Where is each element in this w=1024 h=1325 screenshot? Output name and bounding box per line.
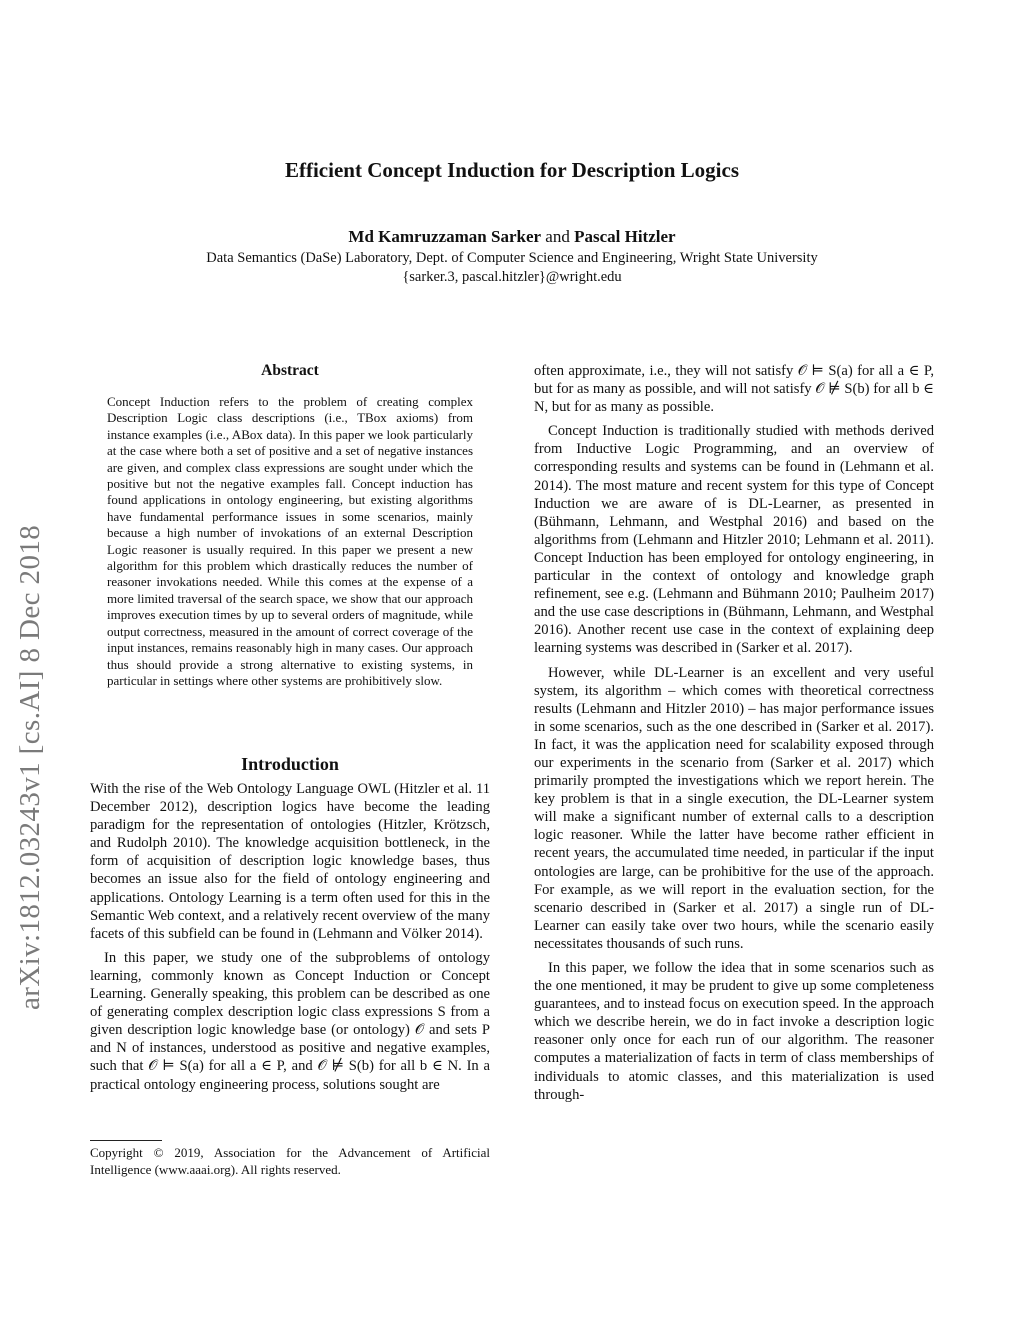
intro-paragraph-2: In this paper, we study one of the subproblems of ontology learning, commonly known as Concept Induction or Concept Learning. Generally speaking, this problem can be described as one of generating complex description logic class expressions S from a given description logic knowledge base (or ontology) 𝒪 and sets P and N of instances, understood as positive and negative examples, such that 𝒪 ⊨ S(a) for all a ∈ P, and 𝒪 ⊭ S(b) for all b ∈ N. In a practical ontology engineering process, solutions sought are [90, 949, 490, 1093]
copyright-footnote: Copyright © 2019, Association for the Advancement of Artificial Intelligence (www.aaai.org). All rights reserved. [90, 1145, 490, 1177]
intro-paragraph-5: In this paper, we follow the idea that in some scenarios such as the one mentioned, it may be prudent to give up some completeness guarantees, and to instead focus on execution speed. In the approach which we describe herein, we do in fact invoke a description logic reasoner only once for each run of our algorithm. The reasoner computes a materialization of facts in term of class memberships of individuals to atomic classes, and this materialization is used through- [534, 960, 934, 1103]
paper-title: Efficient Concept Induction for Description Logics [284, 158, 739, 182]
intro-paragraph-4: However, while DL-Learner is an excellent and very useful system, its algorithm – which comes with theoretical correctness results (Lehmann and Hitzler 2010) – has major performance issues in some scenarios, such as the one described in (Sarker et al. 2017). In fact, it was the application need for scalability exposed through our experiments in the scenario from (Sarker et al. 2017) which primarily prompted the investigations which we report herein. The key problem is that in a single execution, the DL-Learner system will make a significant number of external calls to a description logic reasoner. While the latter have become rather efficient in recent years, the accumulated time needed, in particular if the input ontologies are large, can be prohibitive for the use of the approach. For example, as we will report in the evaluation section, for the scenario described in (Sarker et al. 2017) a single run of DL-Learner can easily take over two hours, while the scenario easily necessitates thousands of such runs. [534, 664, 934, 952]
author-sarker: Md Kamruzzaman Sarker [348, 227, 542, 246]
intro-paragraph-1: With the rise of the Web Ontology Language OWL (Hitzler et al. 11 December 2012), description logics have become the leading paradigm for the representation of ontologies (Hitzler, Krötzsch, and Rudolph 2010). The knowledge acquisition bottleneck, in the form of acquisition of description logic knowledge bases, thus becomes an issue also for the field of ontology engineering and applications. Ontology Learning is a term often used for this in the Semantic Web context, and a relatively recent overview of the many facets of this subfield can be found in (Lehmann and Völker 2014). [90, 781, 490, 942]
author-line [0, 227, 1024, 247]
abstract-heading: Abstract [261, 362, 319, 379]
left-column-body [90, 780, 490, 1094]
abstract-text: Concept Induction refers to the problem of creating complex Description Logic class descriptions (i.e., TBox axioms) from instance examples (i.e., ABox data). In this paper we look particularly at the case where both a set of positive and a set of negative instances are given, and complex class expressions are sought under which the positive but not the negative examples fall. Concept induction has found applications in ontology engineering, but existing algorithms have fundamental performance issues in some scenarios, mainly because a high number of invokations of an external Description Logic reasoner is usually required. In this paper we present a new algorithm for this problem which drastically reduces the number of reasoner invokations needed. While this comes at the expense of a more limited traversal of the search space, we show that our approach improves execution times by up to several orders of magnitude, while output correctness, measured in the amount of correct coverage of the input instances, remains reasonably high in many cases. Our approach thus should provide a strong alternative to existing systems, in particular in settings where other systems are prohibitively slow. [107, 394, 473, 688]
author-conjunction: and [545, 227, 570, 246]
right-column-body [534, 362, 934, 1104]
affiliation-block [0, 249, 1024, 287]
intro-paragraph-3: Concept Induction is traditionally studied with methods derived from Inductive Logic Programming, and an overview of corresponding results and systems can be found in (Lehmann et al. 2014). The most mature and recent system for this type of Concept Induction we are aware of is DL-Learner, as presented in (Bühmann, Lehmann, and Westphal 2016) and based on the algorithms from (Lehmann and Hitzler 2010; Lehmann et al. 2011). Concept Induction has been employed for ontology engineering, in particular in the context of ontology and knowledge graph refinement, see e.g. (Lehmann and Bühmann 2010; Paulheim 2017) and the use case descriptions in (Bühmann, Lehmann, and Westphal 2016). Another recent use case in the context of explaining deep learning systems was described in (Sarker et al. 2017). [534, 423, 934, 657]
intro-paragraph-2-continued: often approximate, i.e., they will not satisfy 𝒪 ⊨ S(a) for all a ∈ P, but for as many as possible, and will not satisfy 𝒪 ⊭ S(b) for all b ∈ N, but for as many as possible. [534, 363, 934, 416]
affiliation: Data Semantics (DaSe) Laboratory, Dept. of Computer Science and Engineering, Wright State University [206, 250, 818, 266]
introduction-heading: Introduction [241, 754, 339, 774]
email: {sarker.3, pascal.hitzler}@wright.edu [402, 269, 622, 285]
footnote-rule [90, 1140, 162, 1141]
arxiv-watermark: arXiv:1812.03243v1 [cs.AI] 8 Dec 2018 [14, 524, 46, 1010]
author-hitzler: Pascal Hitzler [574, 227, 676, 246]
